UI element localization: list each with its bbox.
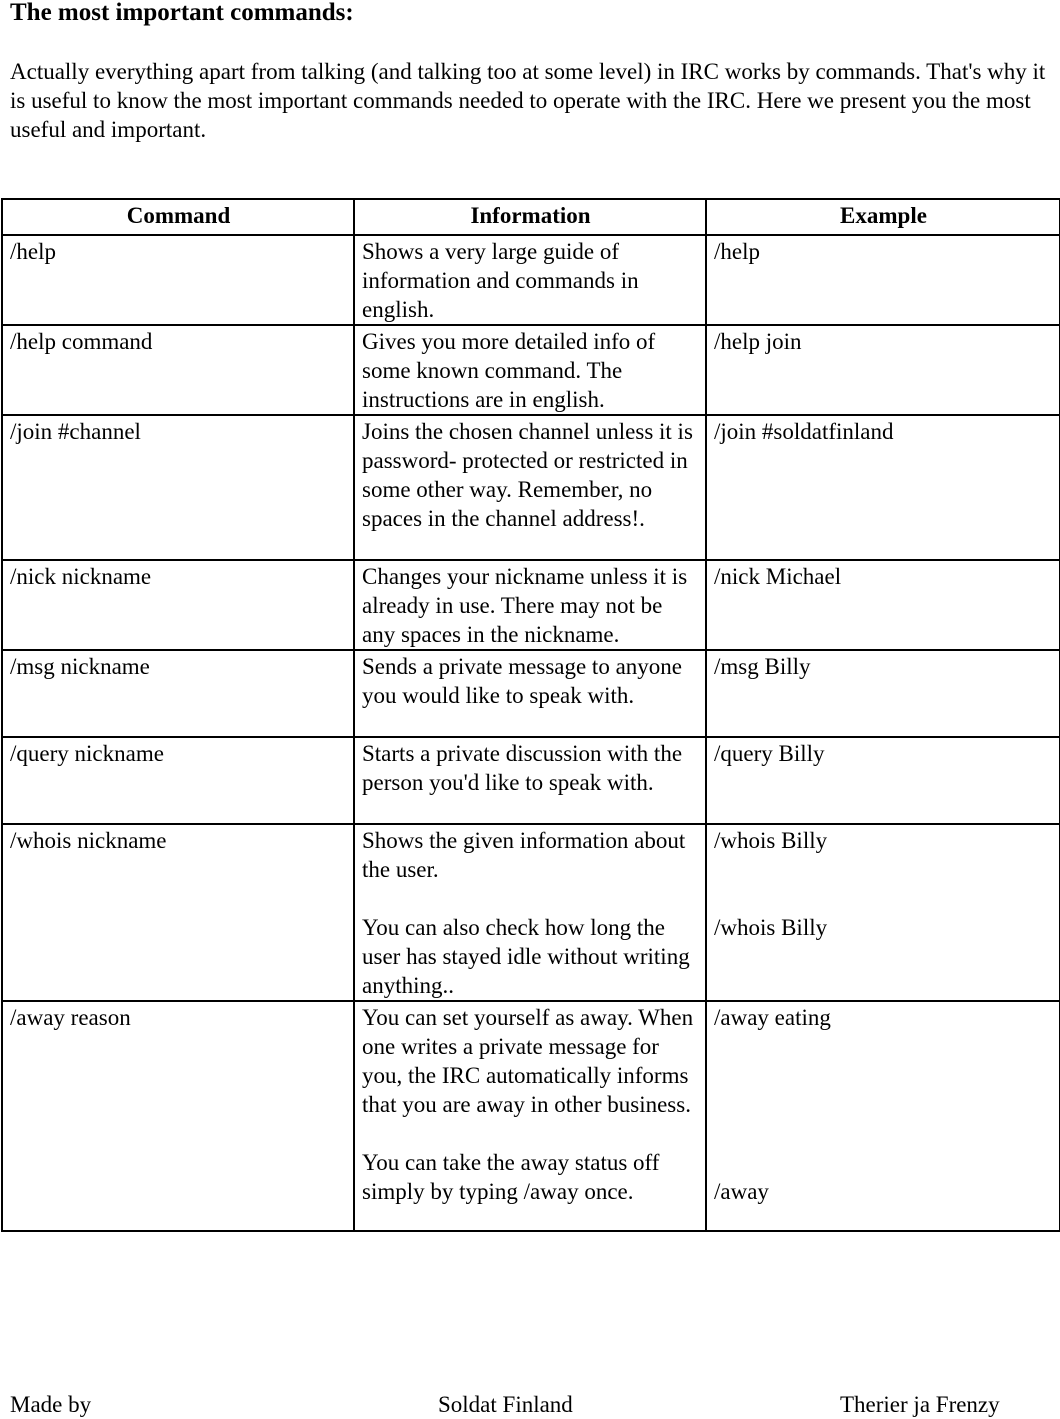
- example-cell: [706, 1001, 1060, 1231]
- information-cell: Joins the chosen channel unless it is password- protected or restricted in some other way. Remember, no spaces in the channel address!.: [354, 415, 706, 560]
- command-cell: /whois nickname: [2, 824, 354, 1001]
- example-cell: [706, 824, 1060, 1001]
- table-row: [2, 650, 1060, 737]
- information-cell: [354, 1001, 706, 1231]
- example-line: /whois Billy: [714, 828, 828, 853]
- example-cell: /help: [706, 235, 1060, 325]
- information-cell: Changes your nickname unless it is already in use. There may not be any spaces in the nickname.: [354, 560, 706, 650]
- commands-table: [1, 198, 1060, 1232]
- footer-organization: Soldat Finland: [438, 1392, 573, 1417]
- information-line: Shows the given information about the user.: [362, 828, 691, 882]
- information-cell: Gives you more detailed info of some known command. The instructions are in english.: [354, 325, 706, 415]
- command-cell: /msg nickname: [2, 650, 354, 737]
- information-line: You can take the away status off simply by typing /away once.: [362, 1150, 666, 1204]
- information-cell: Starts a private discussion with the person you'd like to speak with.: [354, 737, 706, 824]
- table-header-row: [2, 199, 1060, 235]
- table-row: [2, 325, 1060, 415]
- intro-paragraph: Actually everything apart from talking (and talking too at some level) in IRC works by commands. That's why it is useful to know the most important commands needed to operate with the IRC. Here we present you the most useful and important.: [10, 59, 1046, 142]
- table-row: [2, 235, 1060, 325]
- header-information: Information: [354, 199, 706, 235]
- information-cell: [354, 824, 706, 1001]
- command-cell: /nick nickname: [2, 560, 354, 650]
- command-cell: /away reason: [2, 1001, 354, 1231]
- information-line: You can set yourself as away. When one writes a private message for you, the IRC automatically informs that you are away in other business.: [362, 1005, 699, 1117]
- information-cell: Sends a private message to anyone you would like to speak with.: [354, 650, 706, 737]
- information-cell: Shows a very large guide of information and commands in english.: [354, 235, 706, 325]
- example-line: /whois Billy: [714, 915, 828, 940]
- footer-authors: Therier ja Frenzy: [840, 1392, 1000, 1417]
- example-cell: /nick Michael: [706, 560, 1060, 650]
- command-cell: /help command: [2, 325, 354, 415]
- example-cell: /msg Billy: [706, 650, 1060, 737]
- table-row: [2, 737, 1060, 824]
- table-row: [2, 1001, 1060, 1231]
- information-line: You can also check how long the user has stayed idle without writing anything..: [362, 915, 696, 998]
- example-line: /away: [714, 1179, 769, 1204]
- command-cell: /help: [2, 235, 354, 325]
- table-row: [2, 560, 1060, 650]
- command-cell: /query nickname: [2, 737, 354, 824]
- example-cell: /query Billy: [706, 737, 1060, 824]
- page-title: The most important commands:: [10, 0, 354, 26]
- table-row: [2, 415, 1060, 560]
- header-example: Example: [706, 199, 1060, 235]
- example-line: /away eating: [714, 1005, 831, 1030]
- command-cell: /join #channel: [2, 415, 354, 560]
- footer-made-by: Made by: [10, 1392, 92, 1417]
- header-command: Command: [2, 199, 354, 235]
- table-row: [2, 824, 1060, 1001]
- example-cell: /help join: [706, 325, 1060, 415]
- example-cell: /join #soldatfinland: [706, 415, 1060, 560]
